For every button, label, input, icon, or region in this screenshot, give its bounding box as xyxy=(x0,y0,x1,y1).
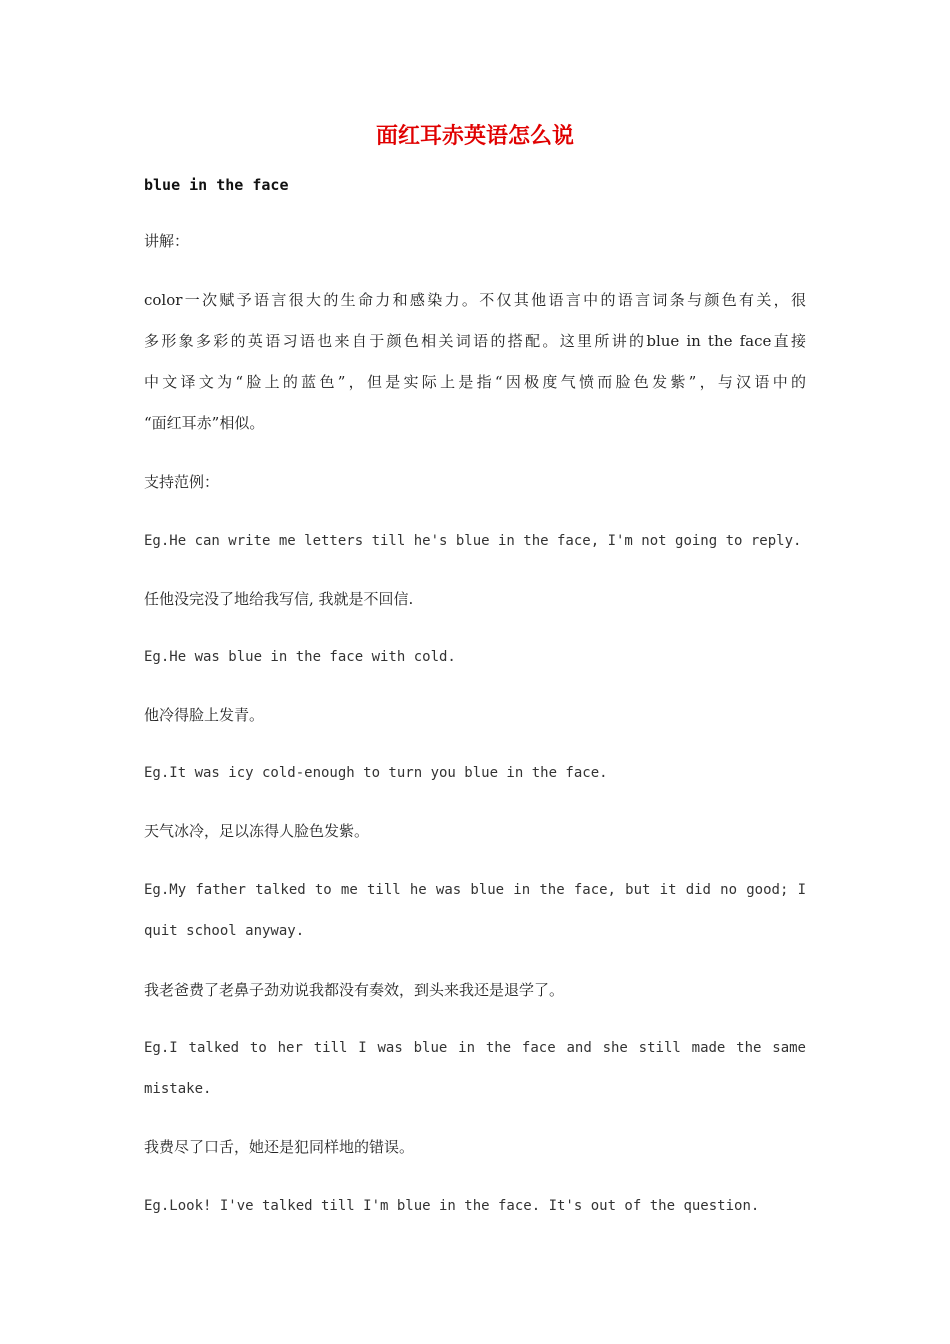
example-english: Eg.My father talked to me till he was blue in the face, but it did no good; I xyxy=(144,882,806,898)
explanation-line: 中文译文为“脸上的蓝色”，但是实际上是指“因极度气愤而脸色发紫”，与汉语中的 xyxy=(144,373,806,391)
example-chinese: 天气冰冷，足以冻得人脸色发紫。 xyxy=(144,822,370,840)
explanation-line: 多形象多彩的英语习语也来自于颜色相关词语的搭配。这里所讲的blue in the face直接 xyxy=(144,332,806,350)
example-english: Eg.I talked to her till I was blue in the face and she still made the same xyxy=(144,1040,806,1056)
example-english-continued: quit school anyway. xyxy=(144,923,305,939)
explanation-line: color一次赋予语言很大的生命力和感染力。不仅其他语言中的语言词条与颜色有关，很 xyxy=(144,291,806,309)
example-chinese: 我老爸费了老鼻子劲劝说我都没有奏效，到头来我还是退学了。 xyxy=(144,981,565,999)
explain-label: 讲解： xyxy=(144,232,190,250)
example-english-continued: mistake. xyxy=(144,1081,212,1097)
document-title: 面红耳赤英语怎么说 xyxy=(375,123,574,149)
examples-label: 支持范例： xyxy=(144,473,220,491)
example-chinese: 我费尽了口舌，她还是犯同样地的错误。 xyxy=(144,1138,415,1156)
example-english: Eg.He can write me letters till he's blue in the face, I'm not going to reply. xyxy=(144,533,802,549)
example-chinese: 他冷得脸上发青。 xyxy=(144,706,265,724)
phrase-heading: blue in the face xyxy=(144,176,289,194)
example-english: Eg.It was icy cold-enough to turn you blue in the face. xyxy=(144,765,608,781)
example-chinese: 任他没完没了地给我写信, 我就是不回信. xyxy=(144,590,414,608)
example-english: Eg.He was blue in the face with cold. xyxy=(144,649,456,665)
example-english: Eg.Look! I've talked till I'm blue in the face. It's out of the question. xyxy=(144,1198,760,1214)
explanation-line: “面红耳赤”相似。 xyxy=(144,414,265,432)
